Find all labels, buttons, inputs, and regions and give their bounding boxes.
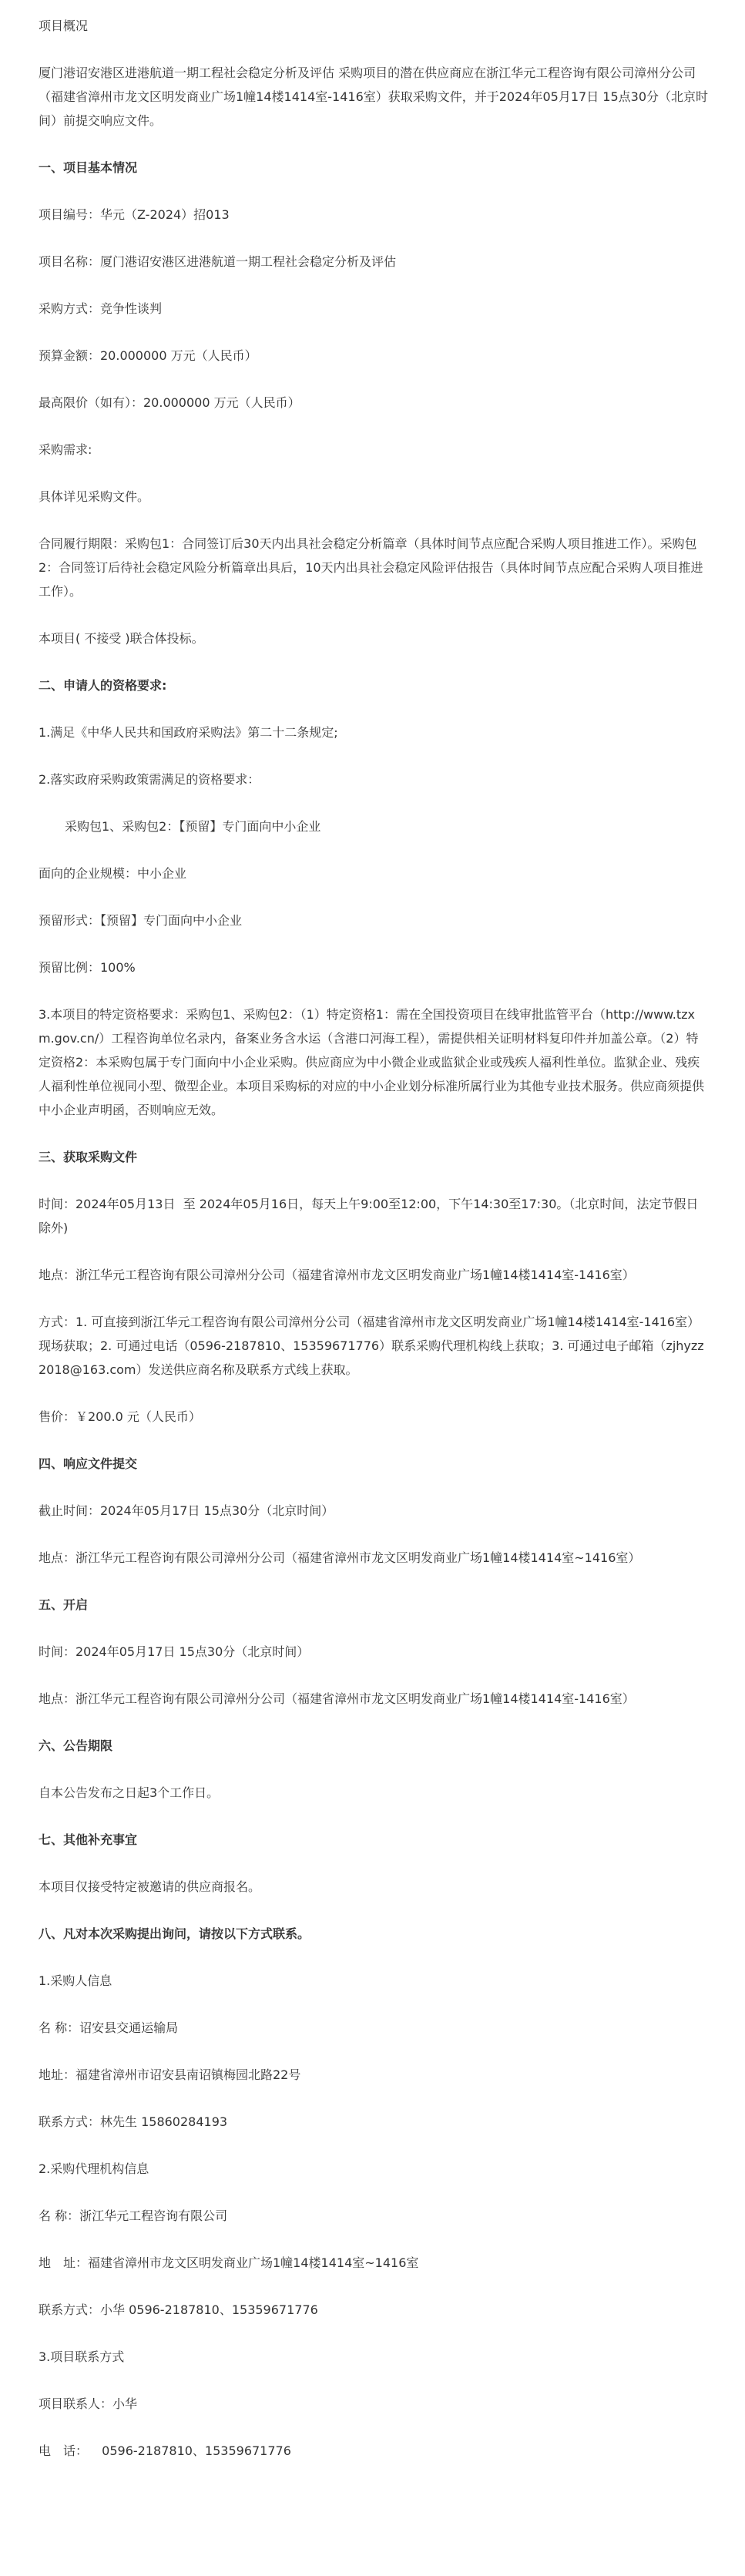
paragraph: 采购包1、采购包2：【预留】专门面向中小企业 <box>65 819 321 834</box>
paragraph: 地点：浙江华元工程咨询有限公司漳州分公司（福建省漳州市龙文区明发商业广场1幢14楼1414室-1416室） <box>39 1691 635 1706</box>
section-heading: 一、项目基本情况 <box>39 160 138 175</box>
paragraph: 本项目仅接受特定被邀请的供应商报名。 <box>39 1879 261 1894</box>
section-heading: 五、开启 <box>39 1597 89 1612</box>
paragraph: 3.项目联系方式 <box>39 2349 125 2364</box>
paragraph: 预留形式：【预留】专门面向中小企业 <box>39 913 243 928</box>
paragraph: 电 话： 0596-2187810、15359671776 <box>39 2443 291 2458</box>
section-heading: 八、凡对本次采购提出询问，请按以下方式联系。 <box>39 1926 310 1941</box>
paragraph: 3.本项目的特定资格要求：采购包1、采购包2：（1）特定资格1：需在全国投资项目在线审批监管平台（http://www.tzxm.gov.cn/）工程咨询单位名录内，备案业务含水运（含港口河海工程），需提供相关证明材料复印件并加盖公章。（2）特定资格2：本采购包属于专门面向中小企业采购。供应商应为中小微企业或监狱企业或残疾人福利性单位。监狱企业、残疾人福利性单位视同小型、微型企业。本项目采购标的对应的中小企业划分标准所属行业为其他专业技术服务。供应商须提供中小企业声明函，否则响应无效。 <box>39 1007 705 1117</box>
paragraph: 联系方式：小华 0596-2187810、15359671776 <box>39 2302 318 2317</box>
paragraph: 项目联系人：小华 <box>39 2396 138 2411</box>
paragraph: 地 址：福建省漳州市龙文区明发商业广场1幢14楼1414室~1416室 <box>39 2255 419 2270</box>
section-heading: 二、申请人的资格要求: <box>39 678 167 693</box>
paragraph: 最高限价（如有）：20.000000 万元（人民币） <box>39 395 300 410</box>
paragraph: 采购需求: <box>39 442 92 457</box>
paragraph: 本项目( 不接受 )联合体投标。 <box>39 631 204 646</box>
paragraph: 1.采购人信息 <box>39 1973 112 1988</box>
paragraph: 具体详见采购文件。 <box>39 489 150 504</box>
paragraph: 项目概况 <box>39 18 89 33</box>
section-heading: 七、其他补充事宜 <box>39 1832 138 1847</box>
paragraph: 项目编号：华元（Z-2024）招013 <box>39 207 230 222</box>
paragraph: 厦门港诏安港区进港航道一期工程社会稳定分析及评估 采购项目的潜在供应商应在浙江华元工程咨询有限公司漳州分公司（福建省漳州市龙文区明发商业广场1幢14楼1414室-1416室）获取采购文件，并于2024年05月17日 15点30分（北京时间）前提交响应文件。 <box>39 65 708 128</box>
paragraph: 地址：福建省漳州市诏安县南诏镇梅园北路22号 <box>39 2067 301 2082</box>
paragraph: 2.落实政府采购政策需满足的资格要求： <box>39 772 260 787</box>
paragraph: 1.满足《中华人民共和国政府采购法》第二十二条规定; <box>39 725 338 740</box>
section-heading: 三、获取采购文件 <box>39 1150 138 1164</box>
paragraph: 项目名称：厦门港诏安港区进港航道一期工程社会稳定分析及评估 <box>39 254 397 269</box>
paragraph: 时间：2024年05月17日 15点30分（北京时间） <box>39 1644 310 1659</box>
paragraph: 2.采购代理机构信息 <box>39 2161 149 2176</box>
paragraph: 采购方式：竞争性谈判 <box>39 301 163 316</box>
paragraph: 截止时间：2024年05月17日 15点30分（北京时间） <box>39 1503 334 1518</box>
paragraph: 方式：1. 可直接到浙江华元工程咨询有限公司漳州分公司（福建省漳州市龙文区明发商业广场1幢14楼1414室-1416室）现场获取；2. 可通过电话（0596-2187810、15359671776）联系采购代理机构线上获取；3. 可通过电子邮箱（zjhyzz2018@163.com）发送供应商名称及联系方式线上获取。 <box>39 1315 704 1377</box>
paragraph: 自本公告发布之日起3个工作日。 <box>39 1785 220 1800</box>
paragraph: 联系方式：林先生 15860284193 <box>39 2114 228 2129</box>
paragraph: 预留比例：100% <box>39 960 136 975</box>
paragraph: 时间：2024年05月13日 至 2024年05月16日，每天上午9:00至12:00，下午14:30至17:30。（北京时间，法定节假日除外) <box>39 1197 699 1235</box>
section-heading: 六、公告期限 <box>39 1738 113 1753</box>
paragraph: 地点：浙江华元工程咨询有限公司漳州分公司（福建省漳州市龙文区明发商业广场1幢14楼1414室~1416室） <box>39 1550 641 1565</box>
paragraph: 售价：￥200.0 元（人民币） <box>39 1409 201 1424</box>
paragraph: 地点：浙江华元工程咨询有限公司漳州分公司（福建省漳州市龙文区明发商业广场1幢14楼1414室-1416室） <box>39 1268 635 1282</box>
paragraph: 名 称：诏安县交通运输局 <box>39 2020 179 2035</box>
paragraph: 名 称：浙江华元工程咨询有限公司 <box>39 2208 228 2223</box>
paragraph: 面向的企业规模：中小企业 <box>39 866 187 881</box>
paragraph: 预算金额：20.000000 万元（人民币） <box>39 348 257 363</box>
paragraph: 合同履行期限：采购包1：合同签订后30天内出具社会稳定分析篇章（具体时间节点应配合采购人项目推进工作）。采购包2：合同签订后待社会稳定风险分析篇章出具后，10天内出具社会稳定风险评估报告（具体时间节点应配合采购人项目推进工作）。 <box>39 536 703 599</box>
section-heading: 四、响应文件提交 <box>39 1456 138 1471</box>
